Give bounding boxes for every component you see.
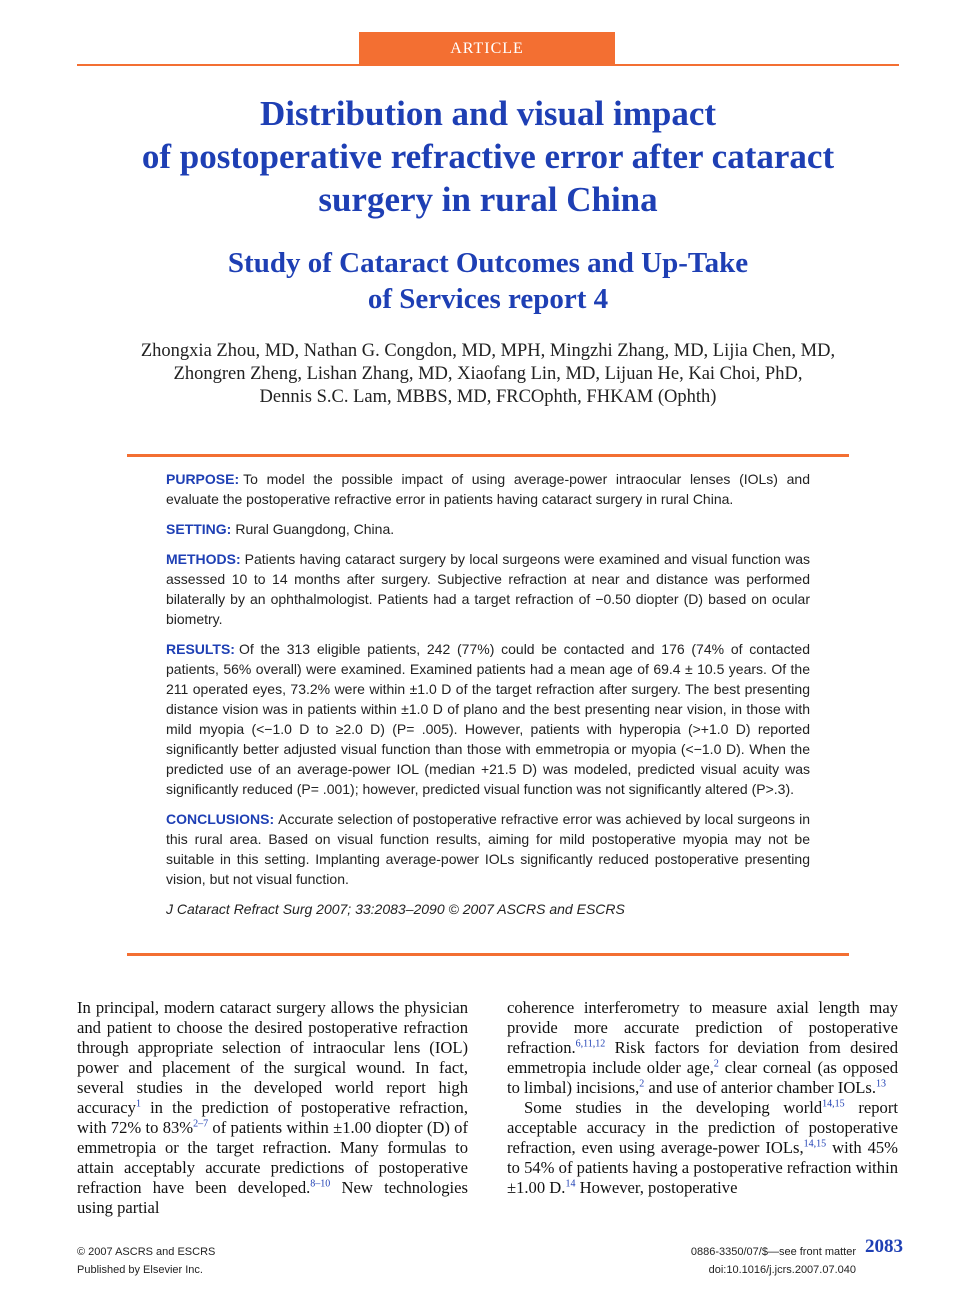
results-text: Of the 313 eligible patients, 242 (77%) could be contacted and 176 (74% of contacted patients, 56% overall) were examined. Examined patients had a mean age of 69.4 ± 10.5 years. Of the 211 operated eyes, 73.2% were within ±1.0 D of the target refraction after surgery. The best presenting distance vision was in patients within ±1.0 D of plano and the best presenting near vision, in those with mild myopia (<−1.0 D to ≥2.0 D) (P= .005). However, patients with hyperopia (>+1.0 D) reported significantly better adjusted visual function than those with emmetropia or myopia (<−1.0 D). When the predicted use of an average-power IOL (median +21.5 D) was modeled, predicted visual acuity was significantly reduced (P= .001); however, predicted visual function was not significantly altered (P>.3). [166, 641, 810, 797]
author-line: Zhongren Zheng, Lishan Zhang, MD, Xiaofang Lin, MD, Lijuan He, Kai Choi, PhD, [173, 364, 803, 384]
purpose-label: PURPOSE: [166, 471, 240, 487]
body-text: of patients within ±1.00 diopter (D) of emmetropia or the target refraction. Many formulas to attain acceptably accurate predictions of postoperative refraction have been developed. [77, 1118, 469, 1197]
setting-label: SETTING: [166, 521, 232, 537]
reference-link[interactable]: 13 [876, 1078, 887, 1090]
body-text: in the prediction of postoperative refraction, with 72% to 83% [77, 1098, 468, 1137]
body-text: In principal, modern cataract surgery allows the physician and patient to choose the desired postoperative refraction through appropriate selection of intraocular lens (IOL) power and placement of the surgical wound. In fact, several studies in the developed world report high accuracy [77, 998, 468, 1117]
header-rule [77, 64, 899, 66]
title-line: surgery in rural China [318, 180, 658, 219]
abstract-setting [166, 519, 810, 539]
setting-text: Rural Guangdong, China. [235, 521, 395, 537]
conclusions-label: CONCLUSIONS: [166, 811, 275, 827]
reference-link[interactable]: 2–7 [193, 1118, 209, 1130]
reference-link[interactable]: 2 [639, 1078, 645, 1090]
title-line: of postoperative refractive error after cataract [141, 137, 835, 176]
body-text: New technologies using partial [77, 1178, 468, 1217]
abstract-results [166, 639, 810, 799]
methods-text: Patients having cataract surgery by local surgeons were examined and visual function was assessed 10 to 14 months after surgery. Subjective refraction at near and distance was performed bilaterally by an ophthalmologist. Patients had a target refraction of −0.50 diopter (D) based on ocular biometry. [166, 551, 810, 627]
footer-doi[interactable]: doi:10.1016/j.jcrs.2007.07.040 [708, 1264, 856, 1276]
abstract-conclusions [166, 809, 810, 889]
body-text: Risk factors for deviation from desired emmetropia include older age, [507, 1038, 898, 1077]
results-label: RESULTS: [166, 641, 235, 657]
journal-citation: J Cataract Refract Surg 2007; 33:2083–2090 © 2007 ASCRS and ESCRS [166, 901, 625, 917]
footer-right [691, 1243, 856, 1279]
abstract-bottom-rule [127, 953, 849, 956]
subtitle-line: of Services report 4 [367, 283, 609, 315]
abstract [166, 469, 810, 929]
abstract-methods [166, 549, 810, 629]
abstract-top-rule [127, 454, 849, 457]
abstract-purpose [166, 469, 810, 509]
footer-publisher: Published by Elsevier Inc. [77, 1264, 203, 1276]
reference-link[interactable]: 2 [713, 1058, 719, 1070]
body-text: coherence interferometry to measure axial length may provide more accurate prediction of postoperative refraction. [507, 998, 898, 1057]
subtitle-line: Study of Cataract Outcomes and Up-Take [227, 247, 749, 279]
section-tag: ARTICLE [359, 32, 615, 64]
author-list [77, 340, 899, 409]
body-paragraph [77, 998, 468, 1218]
reference-link[interactable]: 1 [135, 1098, 141, 1110]
title-line: Distribution and visual impact [259, 94, 717, 133]
reference-link[interactable]: 14,15 [803, 1138, 827, 1150]
footer-issn: 0886-3350/07/$—see front matter [690, 1246, 856, 1258]
author-line: Zhongxia Zhou, MD, Nathan G. Congdon, MD, MPH, Mingzhi Zhang, MD, Lijia Chen, MD, [140, 341, 836, 361]
page-number: 2083 [865, 1236, 903, 1257]
body-text: Some studies in the developing world [524, 1098, 823, 1117]
conclusions-text: Accurate selection of postoperative refractive error was achieved by local surgeons in this rural area. Based on visual function results, aiming for mild postoperative myopia may not be suitable in this setting. Implanting average-power IOLs significantly reduced postoperative presenting vision, but not visual function. [166, 811, 810, 887]
body-paragraph [507, 1098, 898, 1198]
author-line: Dennis S.C. Lam, MBBS, MD, FRCOphth, FHKAM (Ophth) [259, 387, 717, 407]
body-text: clear corneal (as opposed to limbal) incisions, [507, 1058, 898, 1097]
body-text: and use of anterior chamber IOLs. [644, 1078, 877, 1097]
reference-link[interactable]: 6,11,12 [575, 1038, 606, 1050]
body-paragraph [507, 998, 898, 1098]
reference-link[interactable]: 14,15 [822, 1098, 845, 1110]
methods-label: METHODS: [166, 551, 241, 567]
reference-link[interactable]: 8–10 [310, 1178, 331, 1190]
body-column-right [507, 998, 898, 1198]
reference-link[interactable]: 14 [565, 1178, 576, 1190]
body-text: However, postoperative [575, 1178, 738, 1197]
article-subtitle [77, 245, 899, 317]
article-title [77, 92, 899, 221]
body-text: with 45% to 54% of patients having a postoperative refraction within ±1.00 D. [507, 1138, 899, 1197]
purpose-text: To model the possible impact of using average-power intraocular lenses (IOLs) and evaluate the postoperative refractive error in patients having cataract surgery in rural China. [166, 471, 810, 507]
body-text: report acceptable accuracy in the prediction of postoperative refraction, even using average-power IOLs, [507, 1098, 898, 1157]
footer-copyright: © 2007 ASCRS and ESCRS [77, 1246, 216, 1258]
footer-left [77, 1243, 215, 1279]
body-column-left [77, 998, 468, 1218]
